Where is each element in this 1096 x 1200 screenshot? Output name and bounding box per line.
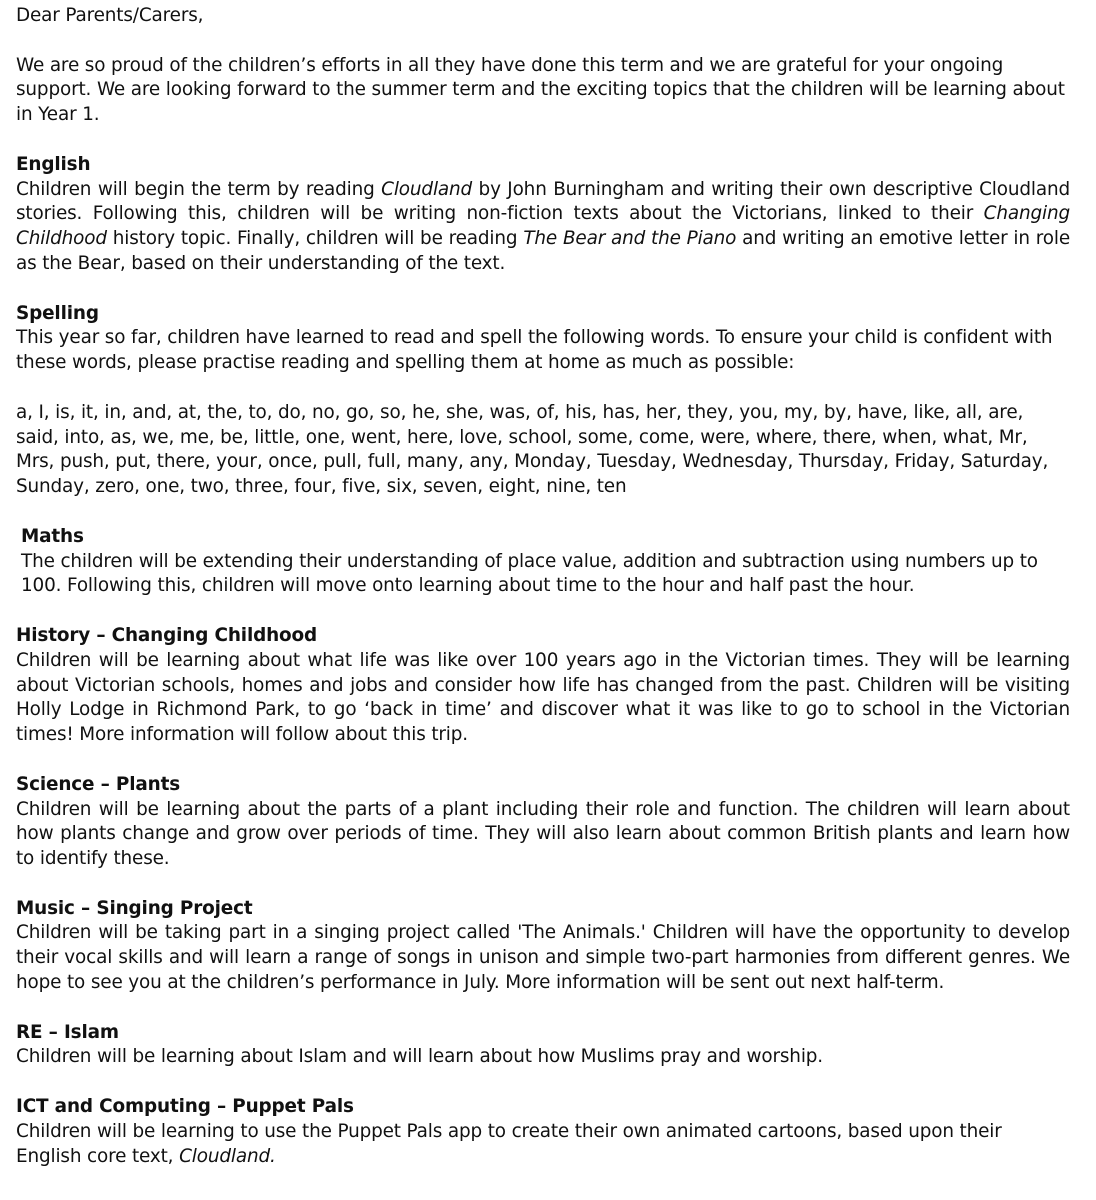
- history-text: Children will be learning about what life was like over 100 years ago in the Victorian times. They will be learning about Victorian schools, homes and jobs and consider how life has changed from the past. Children will be visiting Holly Lodge in Richmond Park, to go ‘back in time’ and discover what it was like to go to school in the Victorian times! More information will follow about this trip.: [16, 649, 1070, 746]
- english-text-part1: Children will begin the term by reading: [16, 178, 382, 200]
- english-text-part4: and writing an emotive letter in role as the Bear, based on their understanding of the text.: [16, 228, 1070, 274]
- spelling-heading: Spelling: [16, 302, 99, 324]
- maths-heading: Maths: [21, 525, 84, 547]
- english-text-part3: history topic. Finally, children will be reading: [106, 228, 524, 250]
- intro-paragraph: We are so proud of the children’s efforts in all they have done this term and we are grateful for your ongoing support. We are looking forward to the summer term and the exciting topics that the children will be learning about in Year 1.: [16, 54, 1065, 126]
- english-topic-title: Changing Childhood: [16, 203, 1070, 250]
- science-heading: Science – Plants: [16, 773, 181, 795]
- music-text: Children will be taking part in a singing project called 'The Animals.' Children will have the opportunity to develop their vocal skills and will learn a range of songs in unison and simple two-part harmonies from different genres. We hope to see you at the children’s performance in July. More information will be sent out next half-term.: [16, 922, 1070, 994]
- re-text: Children will be learning about Islam and will learn about how Muslims pray and worship.: [16, 1046, 823, 1068]
- english-text: [16, 178, 1070, 277]
- section-english: [16, 153, 1070, 277]
- section-maths: [16, 525, 1070, 599]
- section-science: [16, 773, 1070, 872]
- history-heading: History – Changing Childhood: [16, 624, 318, 646]
- ict-text-body: Children will be learning to use the Puppet Pals app to create their own animated cartoons, based upon their English core text,: [16, 1120, 1002, 1167]
- english-book-title-bear-piano: The Bear and the Piano: [523, 228, 737, 250]
- re-heading: RE – Islam: [16, 1021, 119, 1043]
- spelling-word-list: a, I, is, it, in, and, at, the, to, do, no, go, so, he, she, was, of, his, has, her, they, you, my, by, have, like, all, are, said, into, as, we, me, be, little, one, went, here, love, school, some, come, were, where, there, when, what, Mr, Mrs, push, put, there, your, once, pull, full, many, any, Monday, Tuesday, Wednesday, Thursday, Friday, Saturday, Sunday, zero, one, two, three, four, five, six, seven, eight, nine, ten: [16, 401, 1049, 498]
- section-ict: [16, 1095, 1070, 1169]
- science-text: Children will be learning about the parts of a plant including their role and function. The children will learn about how plants change and grow over periods of time. They will also learn about common British plants and learn how to identify these.: [16, 798, 1070, 870]
- english-book-title-cloudland: Cloudland: [381, 178, 473, 200]
- ict-text: [16, 1120, 1070, 1170]
- english-text-part2: by John Burningham and writing their own descriptive Cloudland stories. Following this, children will be writing non-fiction texts about the Victorians, linked to their: [16, 178, 1070, 225]
- section-music: [16, 897, 1070, 996]
- maths-text: The children will be extending their understanding of place value, addition and subtraction using numbers up to 100. Following this, children will move onto learning about time to the hour and half past the hour.: [21, 550, 1038, 597]
- section-re: [16, 1021, 1070, 1071]
- ict-heading: ICT and Computing – Puppet Pals: [16, 1096, 354, 1118]
- english-heading: English: [16, 153, 91, 175]
- section-spelling: [16, 302, 1070, 500]
- music-heading: Music – Singing Project: [16, 897, 253, 919]
- greeting: Dear Parents/Carers,: [16, 5, 204, 26]
- spelling-intro: This year so far, children have learned to read and spell the following words. To ensure your child is confident with these words, please practise reading and spelling them at home as much as possible:: [16, 327, 1053, 374]
- ict-book-title: Cloudland.: [179, 1145, 276, 1167]
- section-history: [16, 624, 1070, 748]
